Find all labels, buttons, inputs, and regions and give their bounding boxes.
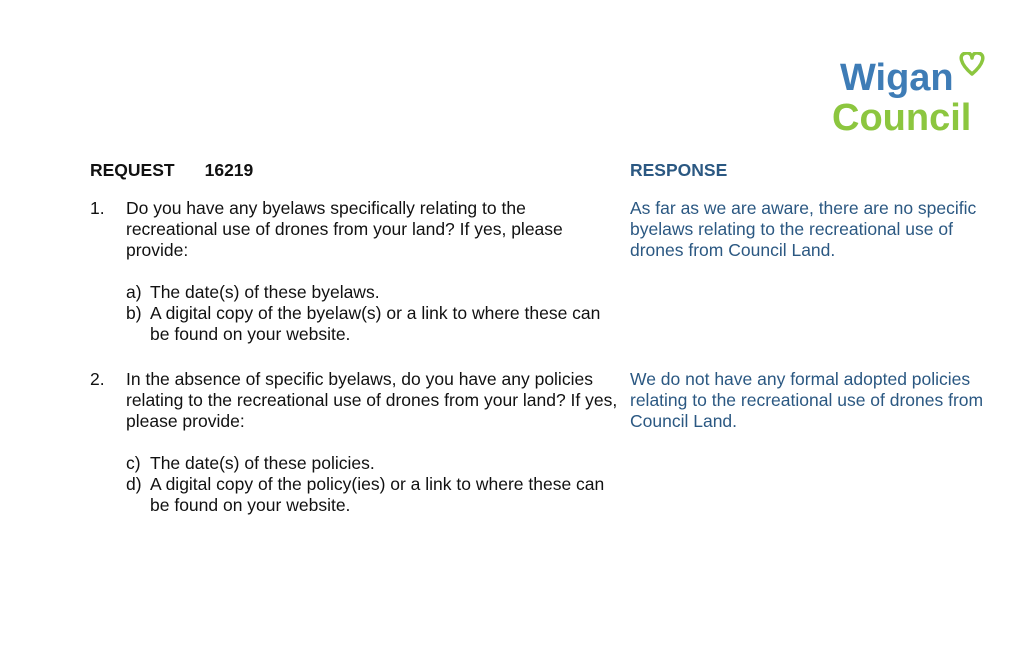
- sub-item-text: A digital copy of the byelaw(s) or a link to where these can be found on your website.: [150, 303, 601, 344]
- response-header: RESPONSE: [630, 160, 728, 180]
- logo-line-1: Wigan: [840, 57, 954, 99]
- question-number: 1.: [90, 198, 105, 218]
- response-1: As far as we are aware, there are no specific byelaws relating to the recreational use of drones from Council Land.: [630, 198, 977, 260]
- request-label: REQUEST: [90, 160, 175, 180]
- logo-graphic: [832, 52, 992, 136]
- sub-item: [126, 474, 620, 516]
- request-number: 16219: [204, 160, 254, 180]
- question-1: [90, 198, 620, 345]
- sub-item-text: A digital copy of the policy(ies) or a link to where these can be found on your website.: [150, 474, 605, 515]
- question-text: Do you have any byelaws specifically relating to the recreational use of drones from your land? If yes, please provide:: [126, 198, 563, 260]
- question-2: [90, 369, 620, 516]
- question-number: 2.: [90, 369, 105, 389]
- sub-item-letter: d): [126, 474, 142, 494]
- sub-item-list: [90, 453, 620, 516]
- logo-line-2: Council: [832, 97, 972, 136]
- heart-icon: [961, 53, 983, 74]
- sub-item-letter: b): [126, 303, 142, 323]
- question-text: In the absence of specific byelaws, do you have any policies relating to the recreational use of drones from your land? If yes, please provide:: [126, 369, 618, 431]
- sub-item-text: The date(s) of these policies.: [150, 453, 375, 473]
- sub-item-text: The date(s) of these byelaws.: [150, 282, 380, 302]
- sub-item-letter: c): [126, 453, 141, 473]
- request-header: [90, 160, 253, 181]
- sub-item: [126, 453, 620, 474]
- sub-item: [126, 303, 620, 345]
- sub-item-list: [90, 282, 620, 345]
- response-2: We do not have any formal adopted policies relating to the recreational use of drones from Council Land.: [630, 369, 984, 431]
- wigan-council-logo: [832, 52, 992, 136]
- sub-item: [126, 282, 620, 303]
- sub-item-letter: a): [126, 282, 142, 302]
